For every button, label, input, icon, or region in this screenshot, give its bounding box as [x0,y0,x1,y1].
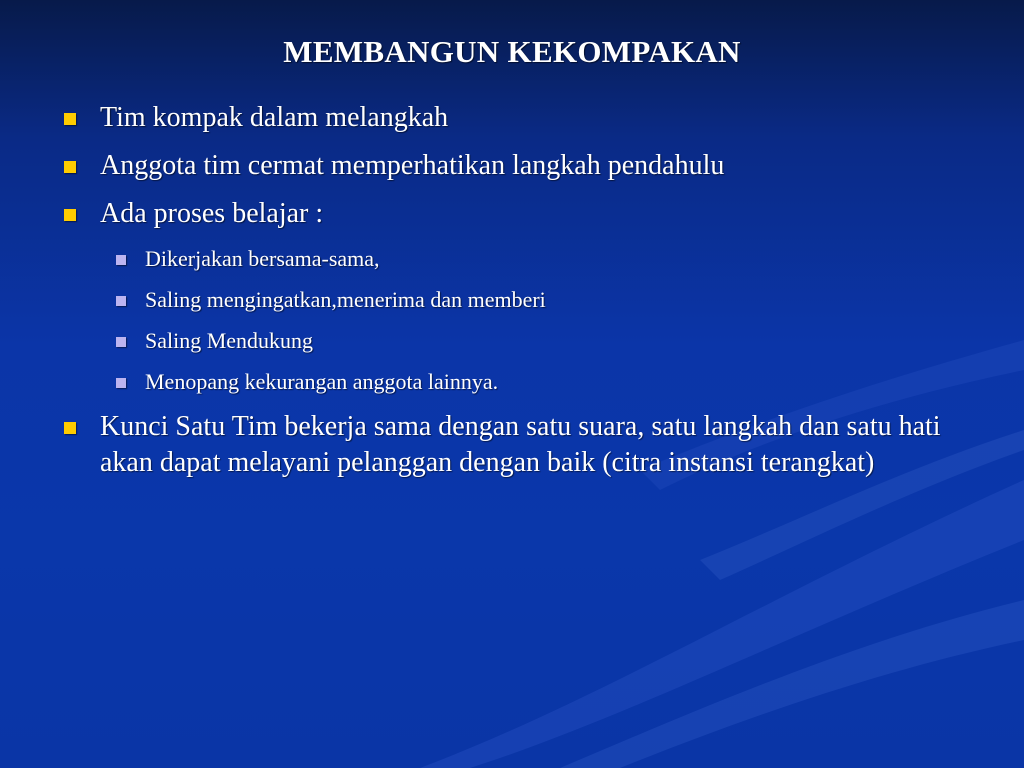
square-sub-bullet-icon [116,337,126,347]
square-bullet-icon [64,161,76,173]
bullet-item [60,148,960,184]
square-bullet-icon [64,422,76,434]
bullet-text: Ada proses belajar : [100,198,324,229]
bullet-text: Tim kompak dalam melangkah [100,102,449,133]
sub-bullet-text: Saling mengingatkan,menerima dan memberi [145,287,546,312]
bullet-text: Anggota tim cermat memperhatikan langkah pendahulu [100,150,725,181]
sub-bullet-item [60,367,960,397]
sub-bullet-text: Dikerjakan bersama-sama, [145,246,380,271]
square-bullet-icon [64,209,76,221]
sub-bullet-item [60,326,960,356]
slide-title: MEMBANGUN KEKOMPAKAN [283,34,741,69]
sub-bullet-list [60,244,960,397]
bullet-item [60,100,960,136]
square-sub-bullet-icon [116,296,126,306]
bullet-item [60,196,960,232]
square-bullet-icon [64,113,76,125]
sub-bullet-item [60,244,960,274]
bullet-text: Kunci Satu Tim bekerja sama dengan satu suara, satu langkah dan satu hati akan dapat melayani pelanggan dengan baik (citra instansi terangkat) [100,411,941,478]
square-sub-bullet-icon [116,378,126,388]
bullet-list [60,100,960,493]
sub-bullet-text: Saling Mendukung [145,328,314,353]
sub-bullet-text: Menopang kekurangan anggota lainnya. [145,369,499,394]
sub-bullet-group [60,244,960,397]
square-sub-bullet-icon [116,255,126,265]
bullet-item [60,409,960,481]
sub-bullet-item [60,285,960,315]
